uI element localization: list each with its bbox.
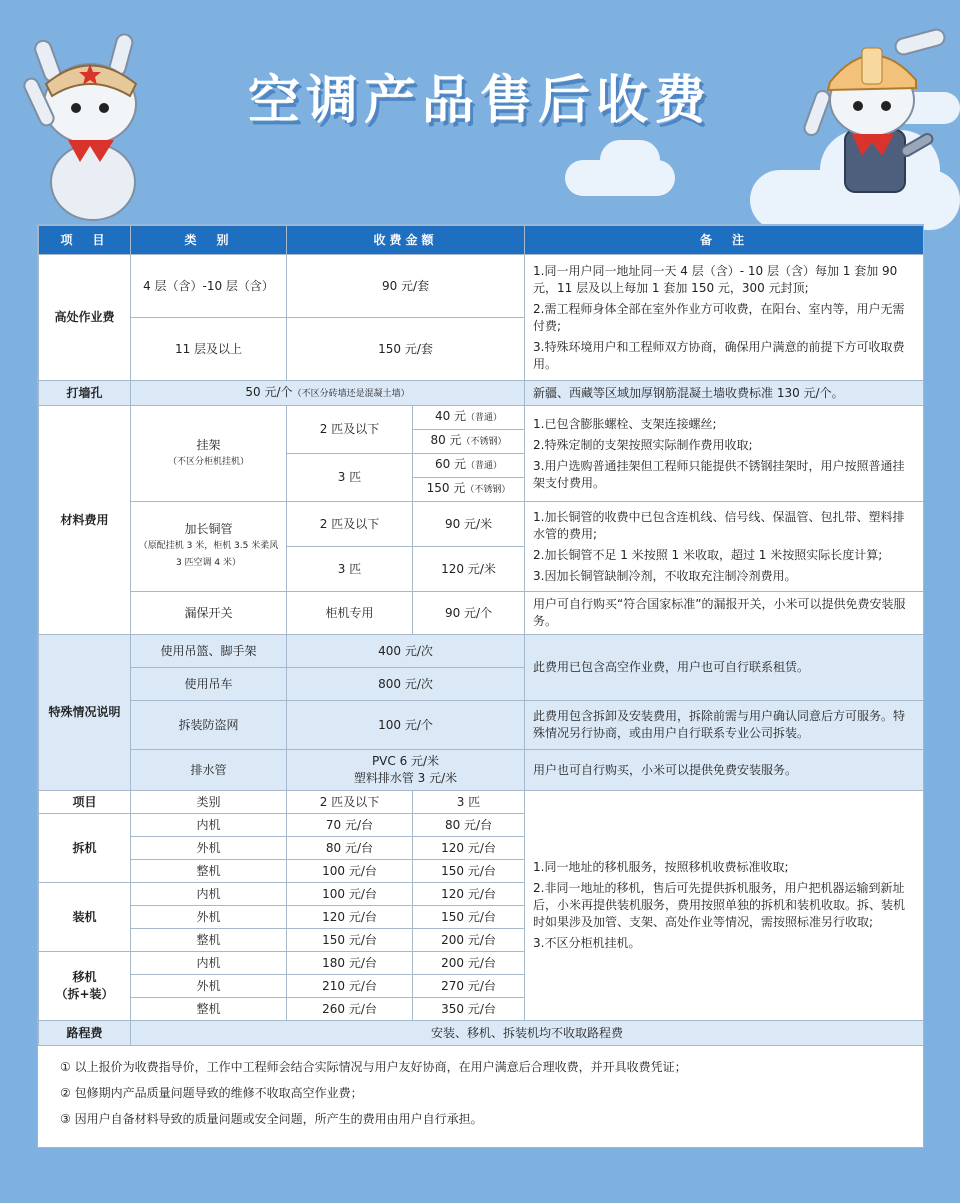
pipe-size-1: 2 匹及以下 <box>287 502 413 547</box>
table-row <box>39 701 924 750</box>
bracket-size-1: 2 匹及以下 <box>287 406 413 454</box>
wall-price-text: 50 元/个 <box>245 384 293 399</box>
row-price-1: 150 元/台 <box>287 929 413 952</box>
move-header-c1: 2 匹及以下 <box>287 791 413 814</box>
table-row <box>39 406 924 430</box>
header-amount: 收费金额 <box>287 226 525 255</box>
special-name-2: 使用吊车 <box>131 668 287 701</box>
bracket-name: 挂架 <box>196 437 221 452</box>
special-note-2: 此费用包含拆卸及安装费用，拆除前需与用户确认同意后方可服务。特殊情况另行协商，或由用户自行联系专业公司拆装。 <box>525 701 924 750</box>
price-type: （不锈钢） <box>465 485 511 495</box>
row-cat: 整机 <box>131 998 287 1021</box>
high-cat-1: 4 层（含）-10 层（含） <box>131 255 287 318</box>
page-title: 空调产品售后收费 <box>247 71 712 131</box>
pipe-price-2: 120 元/米 <box>413 547 525 592</box>
table-row <box>39 255 924 318</box>
table-row <box>39 750 924 791</box>
special-price-3: 100 元/个 <box>287 701 525 750</box>
table-row <box>39 791 924 814</box>
row-price-1: 100 元/台 <box>287 883 413 906</box>
note-text: 1.同一地址的移机服务，按照移机收费标准收取; <box>533 860 789 874</box>
wall-hole-price <box>131 381 525 406</box>
high-price-1: 90 元/套 <box>287 255 525 318</box>
row-price-1: 120 元/台 <box>287 906 413 929</box>
high-work-notes <box>525 255 924 381</box>
move-header-cat: 类别 <box>131 791 287 814</box>
row-cat: 外机 <box>131 837 287 860</box>
row-price-2: 270 元/台 <box>413 975 525 998</box>
fee-table <box>38 225 924 1046</box>
table-row <box>39 635 924 668</box>
breaker-price: 90 元/个 <box>413 592 525 635</box>
row-price-2: 200 元/台 <box>413 952 525 975</box>
bracket-price <box>413 430 525 454</box>
high-cat-2: 11 层及以上 <box>131 318 287 381</box>
row-cat: 内机 <box>131 883 287 906</box>
relocate-label <box>39 952 131 1021</box>
row-cat: 整机 <box>131 860 287 883</box>
travel-text: 安装、移机、拆装机均不收取路程费 <box>131 1021 924 1046</box>
wall-hole-note: 新疆、西藏等区域加厚钢筋混凝土墙收费标准 130 元/个。 <box>525 381 924 406</box>
note-text: 3.因加长铜管缺制冷剂，不收取充注制冷剂费用。 <box>533 568 797 583</box>
note-text: 3.用户选购普通挂架但工程师只能提供不锈钢挂架时，用户按照普通挂架支付费用。 <box>533 458 905 490</box>
header-item: 项 目 <box>39 226 131 255</box>
high-price-2: 150 元/套 <box>287 318 525 381</box>
breaker-size: 柜机专用 <box>287 592 413 635</box>
bracket-size-2: 3 匹 <box>287 454 413 502</box>
row-price-2: 120 元/台 <box>413 883 525 906</box>
row-price-1: 70 元/台 <box>287 814 413 837</box>
row-cat: 内机 <box>131 952 287 975</box>
pipe-price-1: 90 元/米 <box>413 502 525 547</box>
pipe-name: 加长铜管 <box>184 522 233 536</box>
note-text: 2.加长铜管不足 1 米按照 1 米收取，超过 1 米按照实际长度计算; <box>533 547 883 562</box>
cloud-decoration <box>600 140 660 180</box>
price-text: 60 元 <box>434 457 467 471</box>
footer-note: ③ 因用户自备材料导致的质量问题或安全问题，所产生的费用由用户自行承担。 <box>60 1112 483 1126</box>
header-category: 类 别 <box>131 226 287 255</box>
price-type: （普通） <box>466 413 503 423</box>
pipe-notes <box>525 502 924 592</box>
row-price-2: 150 元/台 <box>413 860 525 883</box>
table-row <box>39 381 924 406</box>
price-type: （不锈钢） <box>461 437 507 447</box>
row-price-1: 80 元/台 <box>287 837 413 860</box>
special-name-1: 使用吊篮、脚手架 <box>131 635 287 668</box>
table-row <box>39 502 924 547</box>
row-price-2: 120 元/台 <box>413 837 525 860</box>
note-text: 1.同一用户同一地址同一天 4 层（含）- 10 层（含）每加 1 套加 90 元，11 层及以上每加 1 套加 150 元，300 元封顶; <box>533 263 898 295</box>
special-price-2: 800 元/次 <box>287 668 525 701</box>
table-row <box>39 592 924 635</box>
install-label: 装机 <box>39 883 131 952</box>
bracket-cell <box>131 406 287 502</box>
material-label: 材料费用 <box>39 406 131 635</box>
row-price-2: 80 元/台 <box>413 814 525 837</box>
breaker-note: 用户可自行购买“符合国家标准”的漏报开关，小米可以提供免费安装服务。 <box>525 592 924 635</box>
row-cat: 外机 <box>131 906 287 929</box>
price-text: 40 元 <box>434 409 467 423</box>
row-price-2: 200 元/台 <box>413 929 525 952</box>
price-text: 80 元 <box>430 433 462 447</box>
note-text: 1.已包含膨胀螺栓、支架连接螺丝; <box>533 416 717 431</box>
special-price-1: 400 元/次 <box>287 635 525 668</box>
bracket-price <box>413 454 525 478</box>
note-text: 3.特殊环境用户和工程师双方协商，确保用户满意的前提下方可收取费用。 <box>533 339 905 371</box>
row-cat: 内机 <box>131 814 287 837</box>
fee-sheet <box>37 224 924 1148</box>
pipe-cell <box>131 502 287 592</box>
table-header-row <box>39 226 924 255</box>
price-type: （普通） <box>466 461 503 471</box>
row-price-2: 150 元/台 <box>413 906 525 929</box>
row-cat: 外机 <box>131 975 287 998</box>
pipe-sub: （原配挂机 3 米，柜机 3.5 米柔风 3 匹空调 4 米） <box>138 541 279 568</box>
pipe-size-2: 3 匹 <box>287 547 413 592</box>
move-header-item: 项目 <box>39 791 131 814</box>
move-notes <box>525 791 924 1021</box>
price-text: PVC 6 元/米 <box>371 754 440 768</box>
note-text: 3.不区分柜机挂机。 <box>533 936 641 950</box>
high-work-label: 高处作业费 <box>39 255 131 381</box>
row-price-1: 260 元/台 <box>287 998 413 1021</box>
special-note-1: 此费用已包含高空作业费，用户也可自行联系租赁。 <box>525 635 924 701</box>
breaker-name: 漏保开关 <box>131 592 287 635</box>
special-note-3: 用户也可自行购买，小米可以提供免费安装服务。 <box>525 750 924 791</box>
header-notes: 备 注 <box>525 226 924 255</box>
footer-notes <box>38 1046 923 1140</box>
footer-note: ① 以上报价为收费指导价，工作中工程师会结合实际情况与用户友好协商，在用户满意后合理收费，并开具收费凭证； <box>60 1060 687 1074</box>
relocate-label-sub: （拆+装） <box>55 987 114 1001</box>
row-price-1: 100 元/台 <box>287 860 413 883</box>
bracket-notes <box>525 406 924 502</box>
row-price-1: 180 元/台 <box>287 952 413 975</box>
note-text: 2.特殊定制的支架按照实际制作费用收取; <box>533 437 753 452</box>
bracket-sub: （不区分柜机挂机） <box>167 456 249 467</box>
wall-hole-label: 打墙孔 <box>39 381 131 406</box>
special-name-3: 拆装防盗网 <box>131 701 287 750</box>
note-text: 1.加长铜管的收费中已包含连机线、信号线、保温管、包扎带、塑料排水管的费用; <box>533 509 905 541</box>
special-label: 特殊情况说明 <box>39 635 131 791</box>
special-price-4 <box>287 750 525 791</box>
footer-note: ② 包修期内产品质量问题导致的维修不收取高空作业费； <box>60 1086 363 1100</box>
note-text: 2.非同一地址的移机，售后可先提供拆机服务，用户把机器运输到新址后，小米再提供装机服务，费用按照单独的拆机和装机收取。拆、装机时如果涉及加管、支架、高处作业等情况，需按照标准另行收取; <box>533 881 906 929</box>
travel-label: 路程费 <box>39 1021 131 1046</box>
price-text: 150 元 <box>426 481 466 495</box>
table-row <box>39 1021 924 1046</box>
relocate-label-text: 移机 <box>72 970 97 984</box>
bracket-price <box>413 406 525 430</box>
row-cat: 整机 <box>131 929 287 952</box>
bracket-price <box>413 478 525 502</box>
wall-price-note: （不区分砖墙还是混凝土墙） <box>292 388 410 399</box>
special-name-4: 排水管 <box>131 750 287 791</box>
row-price-1: 210 元/台 <box>287 975 413 998</box>
note-text: 2.需工程师身体全部在室外作业方可收费，在阳台、室内等，用户无需付费; <box>533 301 905 333</box>
move-header-c2: 3 匹 <box>413 791 525 814</box>
row-price-2: 350 元/台 <box>413 998 525 1021</box>
uninstall-label: 拆机 <box>39 814 131 883</box>
price-text: 塑料排水管 3 元/米 <box>353 771 458 785</box>
